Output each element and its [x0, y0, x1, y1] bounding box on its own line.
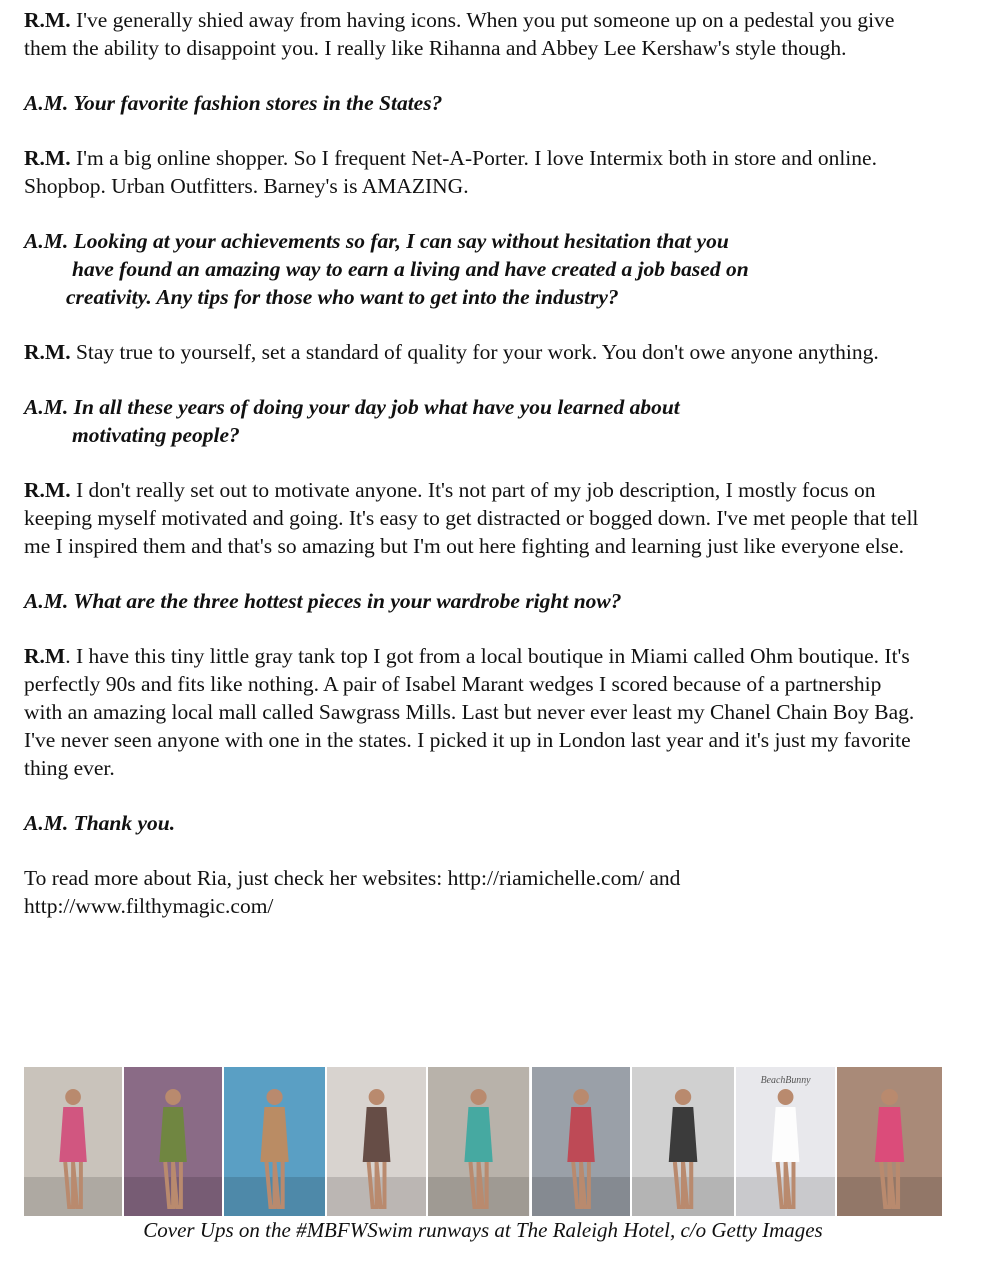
speaker-label: R.M: [24, 644, 66, 668]
question-paragraph: [24, 227, 924, 311]
closing-paragraph: [24, 864, 924, 920]
runway-photo-9: [837, 1067, 942, 1216]
question-paragraph: [24, 587, 924, 615]
question-text: What are the three hottest pieces in your wardrobe right now?: [68, 589, 622, 613]
speaker-label: R.M.: [24, 8, 71, 32]
question-line: motivating people?: [72, 423, 240, 447]
beach-bunny-logo: BeachBunny: [760, 1074, 811, 1087]
answer-paragraph: [24, 6, 924, 62]
question-text: Thank you.: [68, 811, 176, 835]
speaker-label: A.M.: [24, 811, 69, 835]
speaker-label: R.M.: [24, 340, 71, 364]
photo-caption: Cover Ups on the #MBFWSwim runways at The Raleigh Hotel, c/o Getty Images: [143, 1218, 823, 1242]
article-body: [24, 6, 924, 947]
answer-text: I'm a big online shopper. So I frequent Net-A-Porter. I love Intermix both in store and online. Shopbop. Urban Outfitters. Barney's is AMAZING.: [24, 146, 877, 198]
photo-strip: [24, 1067, 942, 1216]
speaker-label: A.M.: [24, 589, 69, 613]
runway-photo-3: [224, 1067, 325, 1216]
question-line: A.M. In all these years of doing your day job what have you learned about: [24, 395, 680, 419]
question-paragraph: [24, 809, 924, 837]
runway-photo-2: [124, 1067, 222, 1216]
answer-text: . I have this tiny little gray tank top I got from a local boutique in Miami called Ohm boutique. It's perfectly 90s and fits like nothing. A pair of Isabel Marant wedges I scored because of a partnership with an amazing local mall called Sawgrass Mills. Last but never ever least my Chanel Chain Boy Bag. I've never seen anyone with one in the states. I picked it up in London last year and it's just my favorite thing ever.: [24, 644, 915, 780]
question-line: have found an amazing way to earn a living and have created a job based on: [72, 257, 749, 281]
question-line: creativity. Any tips for those who want to get into the industry?: [66, 285, 619, 309]
runway-photo-1: [24, 1067, 122, 1216]
runway-photo-8: [736, 1067, 835, 1216]
closing-text: To read more about Ria, just check her websites: http://riamichelle.com/ and http://www.filthymagic.com/: [24, 866, 681, 918]
runway-photo-7: [632, 1067, 734, 1216]
speaker-label: A.M.: [24, 91, 69, 115]
speaker-label: R.M.: [24, 478, 71, 502]
speaker-label: R.M.: [24, 146, 71, 170]
answer-text: I've generally shied away from having icons. When you put someone up on a pedestal you give them the ability to disappoint you. I really like Rihanna and Abbey Lee Kershaw's style though.: [24, 8, 895, 60]
question-text: Your favorite fashion stores in the States?: [68, 91, 443, 115]
answer-paragraph: [24, 338, 924, 366]
answer-text: Stay true to yourself, set a standard of quality for your work. You don't owe anyone anything.: [70, 340, 879, 364]
answer-paragraph: [24, 144, 924, 200]
answer-paragraph: [24, 642, 924, 782]
answer-text: I don't really set out to motivate anyone. It's not part of my job description, I mostly focus on keeping myself motivated and going. It's easy to get distracted or bogged down. I've met people that tell me I inspired them and that's so amazing but I'm out here fighting and learning just like everyone else.: [24, 478, 919, 558]
question-paragraph: [24, 89, 924, 117]
runway-photo-6: [532, 1067, 630, 1216]
runway-photo-5: [428, 1067, 529, 1216]
question-paragraph: [24, 393, 924, 449]
question-line: A.M. Looking at your achievements so far, I can say without hesitation that you: [24, 229, 729, 253]
answer-paragraph: [24, 476, 924, 560]
runway-photo-4: [327, 1067, 426, 1216]
